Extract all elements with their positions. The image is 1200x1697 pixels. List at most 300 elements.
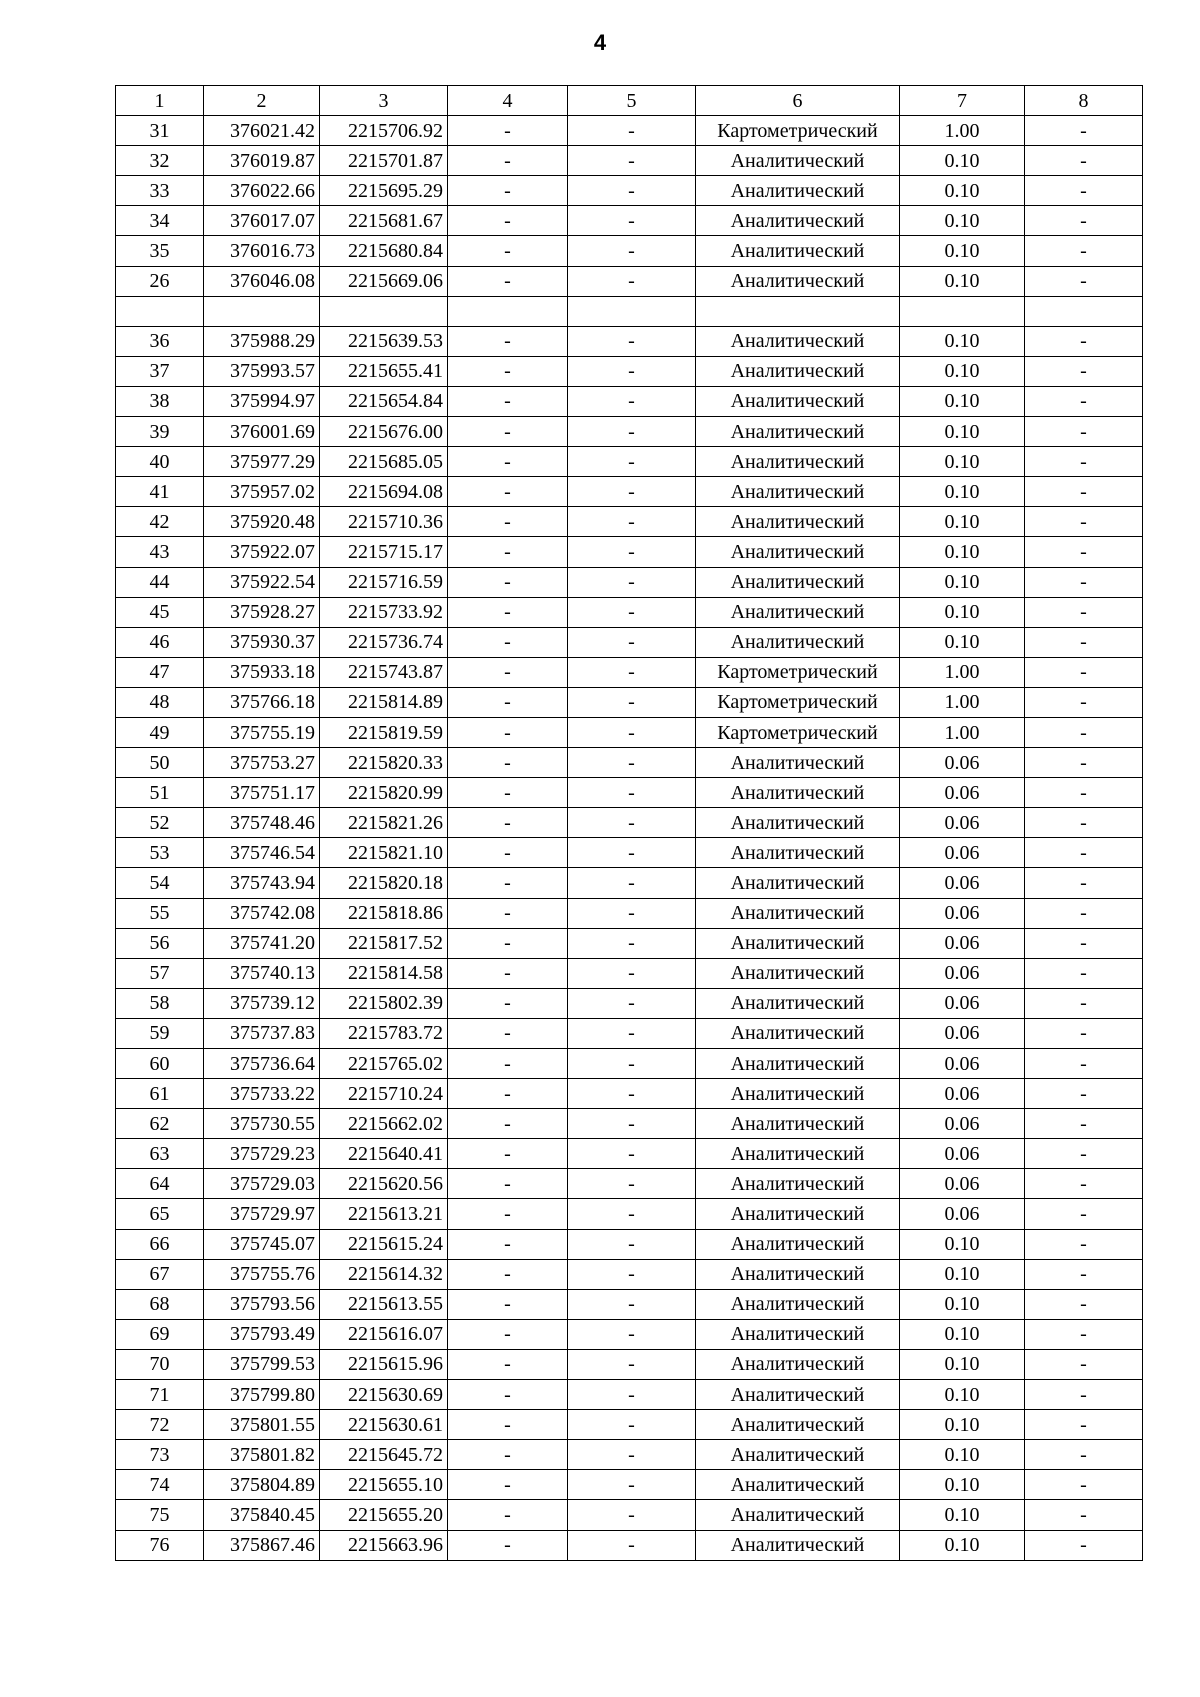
- table-cell: Аналитический: [696, 1349, 900, 1379]
- table-cell: 36: [116, 326, 204, 356]
- table-cell: 0.10: [900, 537, 1025, 567]
- table-row: [116, 1169, 1143, 1199]
- table-cell: 31: [116, 116, 204, 146]
- table-cell: -: [1025, 1259, 1143, 1289]
- table-cell: -: [448, 627, 568, 657]
- table-row: [116, 657, 1143, 687]
- table-cell: -: [448, 1470, 568, 1500]
- table-row: [116, 1500, 1143, 1530]
- table-cell: Аналитический: [696, 1109, 900, 1139]
- table-cell: -: [448, 1229, 568, 1259]
- table-cell: 375799.80: [204, 1380, 320, 1410]
- table-cell: -: [1025, 1289, 1143, 1319]
- table-cell: 375737.83: [204, 1018, 320, 1048]
- table-cell: 69: [116, 1319, 204, 1349]
- table-cell: 2215733.92: [320, 597, 448, 627]
- table-cell: 375733.22: [204, 1079, 320, 1109]
- table-cell: -: [568, 1259, 696, 1289]
- table-cell: -: [568, 748, 696, 778]
- table-cell: 0.10: [900, 507, 1025, 537]
- table-cell: -: [448, 687, 568, 717]
- table-cell: Картометрический: [696, 717, 900, 747]
- table-cell: 35: [116, 236, 204, 266]
- coordinates-table: [115, 85, 1143, 1561]
- table-cell: 32: [116, 146, 204, 176]
- table-cell: -: [568, 988, 696, 1018]
- table-cell: 2215736.74: [320, 627, 448, 657]
- table-cell: 33: [116, 176, 204, 206]
- table-cell: -: [1025, 958, 1143, 988]
- table-cell: Аналитический: [696, 1319, 900, 1349]
- table-row: [116, 1229, 1143, 1259]
- table-cell: -: [1025, 1380, 1143, 1410]
- table-cell: 2215655.20: [320, 1500, 448, 1530]
- table-cell: -: [568, 1349, 696, 1379]
- table-cell: -: [448, 928, 568, 958]
- table-cell: 2215820.99: [320, 778, 448, 808]
- table-row: [116, 356, 1143, 386]
- table-cell: -: [1025, 326, 1143, 356]
- table-cell: Аналитический: [696, 1169, 900, 1199]
- table-cell: -: [1025, 417, 1143, 447]
- table-cell: 2215655.10: [320, 1470, 448, 1500]
- table-row: [116, 326, 1143, 356]
- table-cell: Аналитический: [696, 778, 900, 808]
- table-cell: -: [448, 1049, 568, 1079]
- table-cell: -: [1025, 477, 1143, 507]
- table-cell: -: [1025, 748, 1143, 778]
- table-cell: 0.10: [900, 1289, 1025, 1319]
- table-cell: [204, 296, 320, 326]
- table-cell: -: [568, 417, 696, 447]
- table-cell: 0.06: [900, 928, 1025, 958]
- table-cell: -: [448, 266, 568, 296]
- table-row: [116, 1440, 1143, 1470]
- table-cell: 375743.94: [204, 868, 320, 898]
- table-cell: 375993.57: [204, 356, 320, 386]
- table-cell: 2215715.17: [320, 537, 448, 567]
- table-cell: 375755.19: [204, 717, 320, 747]
- table-cell: -: [568, 1018, 696, 1048]
- table-cell: 0.06: [900, 868, 1025, 898]
- table-row: [116, 206, 1143, 236]
- table-cell: 45: [116, 597, 204, 627]
- table-row: [116, 116, 1143, 146]
- table-cell: 76: [116, 1530, 204, 1560]
- table-cell: -: [1025, 146, 1143, 176]
- table-header: [116, 86, 1143, 116]
- table-cell: -: [568, 1500, 696, 1530]
- table-cell: Аналитический: [696, 808, 900, 838]
- table-cell: [448, 296, 568, 326]
- table-cell: 2215616.07: [320, 1319, 448, 1349]
- table-cell: [116, 296, 204, 326]
- table-cell: -: [448, 838, 568, 868]
- table-cell: -: [1025, 868, 1143, 898]
- table-cell: Картометрический: [696, 687, 900, 717]
- table-cell: -: [568, 1440, 696, 1470]
- table-cell: -: [1025, 988, 1143, 1018]
- table-cell: [320, 296, 448, 326]
- table-cell: 2215710.24: [320, 1079, 448, 1109]
- table-cell: -: [568, 146, 696, 176]
- table-row: [116, 1018, 1143, 1048]
- table-cell: -: [568, 567, 696, 597]
- table-cell: Аналитический: [696, 236, 900, 266]
- table-cell: 0.10: [900, 206, 1025, 236]
- table-cell: 2215814.58: [320, 958, 448, 988]
- table-cell: 2215630.69: [320, 1380, 448, 1410]
- table-row: [116, 868, 1143, 898]
- table-cell: 0.10: [900, 1410, 1025, 1440]
- table-cell: -: [448, 507, 568, 537]
- table-cell: -: [1025, 206, 1143, 236]
- table-cell: 0.06: [900, 1109, 1025, 1139]
- table-cell: 0.10: [900, 386, 1025, 416]
- table-cell: 2215695.29: [320, 176, 448, 206]
- table-cell: 51: [116, 778, 204, 808]
- table-cell: 2215613.55: [320, 1289, 448, 1319]
- table-row: [116, 1049, 1143, 1079]
- table-cell: -: [568, 206, 696, 236]
- table-cell: -: [448, 537, 568, 567]
- table-row: [116, 477, 1143, 507]
- table-cell: 56: [116, 928, 204, 958]
- table-cell: Аналитический: [696, 146, 900, 176]
- table-cell: 375928.27: [204, 597, 320, 627]
- table-cell: -: [1025, 1079, 1143, 1109]
- table-cell: 2215710.36: [320, 507, 448, 537]
- table-cell: 0.06: [900, 1169, 1025, 1199]
- table-cell: 375745.07: [204, 1229, 320, 1259]
- table-cell: Аналитический: [696, 597, 900, 627]
- table-cell: Аналитический: [696, 1079, 900, 1109]
- table-cell: 2215685.05: [320, 447, 448, 477]
- table-cell: 75: [116, 1500, 204, 1530]
- column-header-7: 7: [900, 86, 1025, 116]
- table-cell: Картометрический: [696, 116, 900, 146]
- table-cell: Аналитический: [696, 176, 900, 206]
- table-cell: 2215663.96: [320, 1530, 448, 1560]
- table-cell: -: [448, 1139, 568, 1169]
- table-cell: -: [448, 386, 568, 416]
- table-cell: 58: [116, 988, 204, 1018]
- table-cell: 2215614.32: [320, 1259, 448, 1289]
- table-cell: -: [1025, 116, 1143, 146]
- table-cell: [568, 296, 696, 326]
- table-cell: Аналитический: [696, 1470, 900, 1500]
- table-cell: 2215694.08: [320, 477, 448, 507]
- table-cell: 376046.08: [204, 266, 320, 296]
- table-cell: -: [568, 1319, 696, 1349]
- table-cell: Аналитический: [696, 1410, 900, 1440]
- table-cell: -: [1025, 1199, 1143, 1229]
- table-cell: -: [568, 657, 696, 687]
- table-cell: -: [1025, 838, 1143, 868]
- table-cell: 0.10: [900, 1530, 1025, 1560]
- table-cell: 60: [116, 1049, 204, 1079]
- table-cell: Аналитический: [696, 1229, 900, 1259]
- table-cell: Аналитический: [696, 567, 900, 597]
- table-cell: -: [448, 868, 568, 898]
- table-cell: -: [568, 1380, 696, 1410]
- table-cell: -: [448, 1079, 568, 1109]
- table-cell: 375755.76: [204, 1259, 320, 1289]
- table-cell: 49: [116, 717, 204, 747]
- table-cell: 2215613.21: [320, 1199, 448, 1229]
- table-cell: -: [1025, 1319, 1143, 1349]
- table-cell: 63: [116, 1139, 204, 1169]
- table-cell: -: [1025, 597, 1143, 627]
- table-cell: -: [448, 356, 568, 386]
- table-cell: -: [568, 447, 696, 477]
- table-cell: 375840.45: [204, 1500, 320, 1530]
- table-cell: -: [1025, 236, 1143, 266]
- table-cell: 43: [116, 537, 204, 567]
- table-cell: -: [448, 1319, 568, 1349]
- table-cell: -: [1025, 356, 1143, 386]
- table-cell: 376017.07: [204, 206, 320, 236]
- table-row: [116, 808, 1143, 838]
- table-cell: Аналитический: [696, 1440, 900, 1470]
- table-row: [116, 146, 1143, 176]
- table-cell: 50: [116, 748, 204, 778]
- table-row: [116, 1289, 1143, 1319]
- table-cell: 2215743.87: [320, 657, 448, 687]
- table-cell: -: [1025, 176, 1143, 206]
- table-cell: -: [1025, 266, 1143, 296]
- table-row: [116, 1410, 1143, 1440]
- table-cell: -: [448, 1018, 568, 1048]
- table-row: [116, 838, 1143, 868]
- table-cell: 375994.97: [204, 386, 320, 416]
- table-cell: 2215681.67: [320, 206, 448, 236]
- table-cell: 0.10: [900, 1440, 1025, 1470]
- table-cell: 40: [116, 447, 204, 477]
- table-cell: -: [568, 1169, 696, 1199]
- table-cell: 375920.48: [204, 507, 320, 537]
- table-row: [116, 447, 1143, 477]
- table-cell: 2215802.39: [320, 988, 448, 1018]
- table-cell: -: [448, 567, 568, 597]
- table-cell: 2215620.56: [320, 1169, 448, 1199]
- table-cell: -: [448, 1109, 568, 1139]
- table-cell: 375729.03: [204, 1169, 320, 1199]
- table-cell: Аналитический: [696, 1259, 900, 1289]
- table-cell: 2215640.41: [320, 1139, 448, 1169]
- column-header-4: 4: [448, 86, 568, 116]
- table-row: [116, 627, 1143, 657]
- table-cell: 2215818.86: [320, 898, 448, 928]
- table-cell: -: [448, 326, 568, 356]
- table-cell: -: [1025, 657, 1143, 687]
- table-cell: 0.06: [900, 778, 1025, 808]
- table-cell: -: [448, 417, 568, 447]
- table-cell: 375801.82: [204, 1440, 320, 1470]
- table-cell: -: [448, 597, 568, 627]
- table-cell: Аналитический: [696, 356, 900, 386]
- table-cell: 0.10: [900, 356, 1025, 386]
- table-cell: 65: [116, 1199, 204, 1229]
- column-header-5: 5: [568, 86, 696, 116]
- table-cell: -: [1025, 1018, 1143, 1048]
- table-cell: 0.06: [900, 898, 1025, 928]
- table-cell: 54: [116, 868, 204, 898]
- table-cell: -: [568, 717, 696, 747]
- table-cell: -: [448, 116, 568, 146]
- table-cell: Аналитический: [696, 326, 900, 356]
- table-cell: 2215819.59: [320, 717, 448, 747]
- table-row: [116, 266, 1143, 296]
- column-header-6: 6: [696, 86, 900, 116]
- table-cell: -: [448, 1410, 568, 1440]
- table-cell: -: [448, 477, 568, 507]
- table-cell: -: [568, 627, 696, 657]
- table-cell: -: [448, 206, 568, 236]
- table-cell: 0.10: [900, 567, 1025, 597]
- table-cell: -: [1025, 386, 1143, 416]
- table-cell: Аналитический: [696, 1500, 900, 1530]
- table-cell: -: [568, 1199, 696, 1229]
- table-cell: -: [448, 1289, 568, 1319]
- table-cell: -: [568, 386, 696, 416]
- table-cell: -: [1025, 1049, 1143, 1079]
- table-cell: 375746.54: [204, 838, 320, 868]
- table-cell: 57: [116, 958, 204, 988]
- table-cell: -: [568, 1139, 696, 1169]
- table-cell: Аналитический: [696, 417, 900, 447]
- table-cell: -: [448, 1530, 568, 1560]
- table-cell: Аналитический: [696, 206, 900, 236]
- table-cell: 0.06: [900, 838, 1025, 868]
- table-row: [116, 1259, 1143, 1289]
- table-cell: Аналитический: [696, 1530, 900, 1560]
- table-cell: 375736.64: [204, 1049, 320, 1079]
- table-cell: -: [568, 1049, 696, 1079]
- table-cell: -: [1025, 1500, 1143, 1530]
- table-cell: -: [1025, 928, 1143, 958]
- table-row: [116, 386, 1143, 416]
- table-cell: -: [1025, 898, 1143, 928]
- table-row: [116, 778, 1143, 808]
- table-cell: Аналитический: [696, 627, 900, 657]
- table-cell: -: [448, 1440, 568, 1470]
- table-cell: 0.10: [900, 146, 1025, 176]
- table-cell: -: [1025, 537, 1143, 567]
- table-cell: 375729.97: [204, 1199, 320, 1229]
- table-cell: 2215639.53: [320, 326, 448, 356]
- table-cell: -: [448, 1169, 568, 1199]
- table-cell: -: [1025, 567, 1143, 597]
- table-cell: -: [568, 537, 696, 567]
- table-cell: 0.10: [900, 1500, 1025, 1530]
- table-cell: 41: [116, 477, 204, 507]
- table-cell: 38: [116, 386, 204, 416]
- table-cell: 44: [116, 567, 204, 597]
- table-cell: -: [448, 1199, 568, 1229]
- table-cell: 0.06: [900, 1139, 1025, 1169]
- table-cell: 375766.18: [204, 687, 320, 717]
- table-cell: -: [1025, 1349, 1143, 1379]
- table-cell: 2215615.24: [320, 1229, 448, 1259]
- table-row: [116, 1139, 1143, 1169]
- table-row: [116, 507, 1143, 537]
- table-cell: 0.10: [900, 417, 1025, 447]
- table-cell: 64: [116, 1169, 204, 1199]
- column-header-2: 2: [204, 86, 320, 116]
- table-cell: 0.10: [900, 236, 1025, 266]
- table-cell: -: [568, 1530, 696, 1560]
- table-cell: -: [448, 958, 568, 988]
- table-cell: 52: [116, 808, 204, 838]
- table-cell: 1.00: [900, 717, 1025, 747]
- table-cell: 34: [116, 206, 204, 236]
- table-row: [116, 1199, 1143, 1229]
- table-row: [116, 1530, 1143, 1560]
- table-cell: -: [568, 1229, 696, 1259]
- table-cell: 71: [116, 1380, 204, 1410]
- table-cell: -: [1025, 1109, 1143, 1139]
- table-cell: 1.00: [900, 657, 1025, 687]
- table-cell: Аналитический: [696, 958, 900, 988]
- table-cell: 2215662.02: [320, 1109, 448, 1139]
- table-row: [116, 1319, 1143, 1349]
- table-cell: Аналитический: [696, 928, 900, 958]
- table-row: [116, 928, 1143, 958]
- table-cell: -: [1025, 507, 1143, 537]
- table-cell: -: [448, 988, 568, 1018]
- table-cell: 375793.56: [204, 1289, 320, 1319]
- table-cell: -: [1025, 1410, 1143, 1440]
- table-cell: -: [568, 236, 696, 266]
- table-cell: 73: [116, 1440, 204, 1470]
- table-cell: 72: [116, 1410, 204, 1440]
- table-cell: 2215817.52: [320, 928, 448, 958]
- table-cell: Аналитический: [696, 447, 900, 477]
- table-cell: -: [568, 1079, 696, 1109]
- table-cell: 2215645.72: [320, 1440, 448, 1470]
- table-cell: 0.10: [900, 1380, 1025, 1410]
- table-row: [116, 1109, 1143, 1139]
- table-cell: 375867.46: [204, 1530, 320, 1560]
- table-cell: 375729.23: [204, 1139, 320, 1169]
- table-cell: 70: [116, 1349, 204, 1379]
- table-cell: 2215716.59: [320, 567, 448, 597]
- table-cell: -: [448, 717, 568, 747]
- table-cell: [900, 296, 1025, 326]
- table-cell: 2215821.10: [320, 838, 448, 868]
- table-cell: 375930.37: [204, 627, 320, 657]
- table-cell: 0.06: [900, 958, 1025, 988]
- table-cell: 376019.87: [204, 146, 320, 176]
- table-cell: -: [568, 1289, 696, 1319]
- table-cell: Аналитический: [696, 507, 900, 537]
- table-cell: 2215820.33: [320, 748, 448, 778]
- table-cell: 55: [116, 898, 204, 928]
- table-cell: 0.10: [900, 266, 1025, 296]
- table-cell: -: [448, 1380, 568, 1410]
- table-cell: 375730.55: [204, 1109, 320, 1139]
- table-cell: -: [448, 898, 568, 928]
- table-cell: -: [1025, 1530, 1143, 1560]
- table-cell: Аналитический: [696, 1139, 900, 1169]
- table-cell: 0.10: [900, 176, 1025, 206]
- table-row: [116, 988, 1143, 1018]
- table-cell: 0.06: [900, 1079, 1025, 1109]
- table-cell: -: [448, 1500, 568, 1530]
- table-body: [116, 116, 1143, 1561]
- table-row: [116, 417, 1143, 447]
